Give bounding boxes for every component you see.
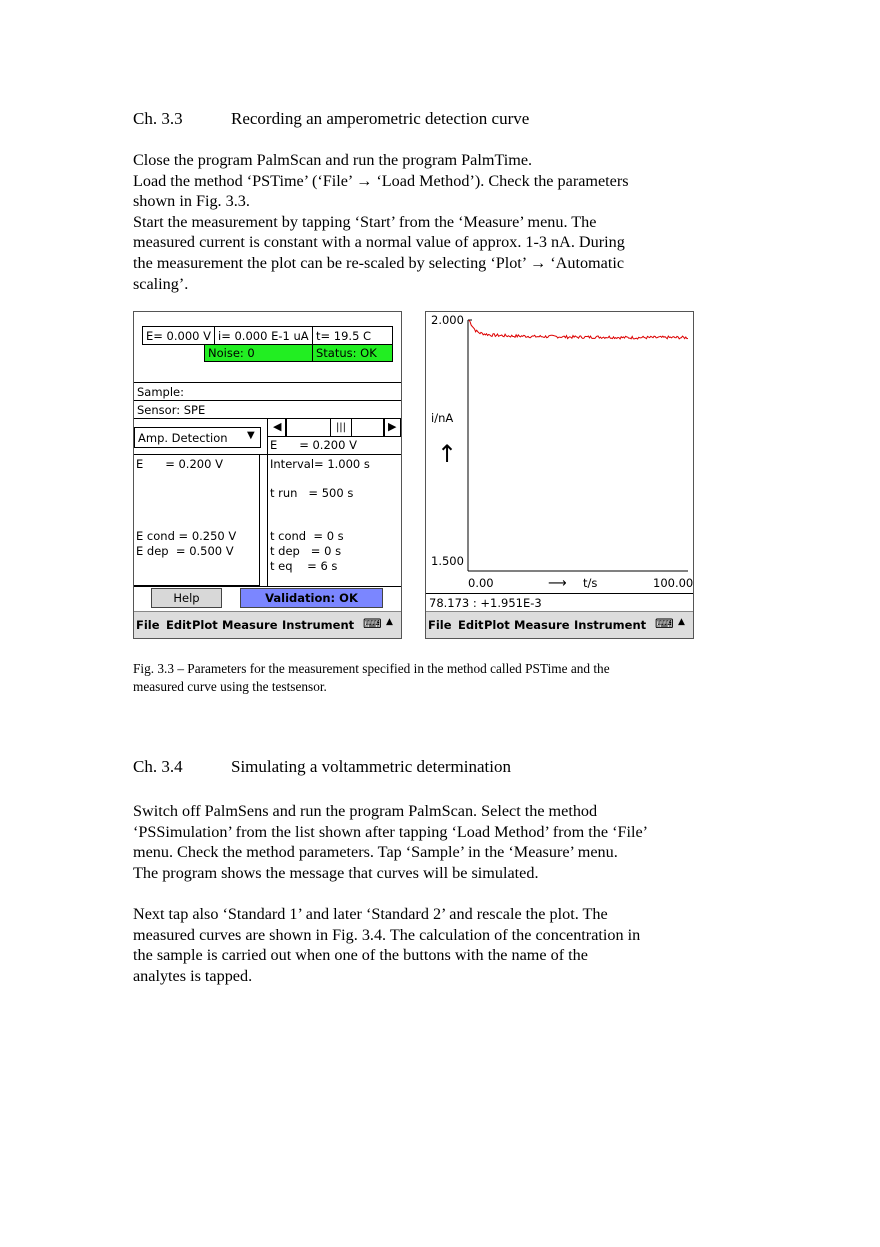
right-device-screen (425, 311, 694, 639)
divider (426, 593, 693, 594)
param-e-dep[interactable]: E dep = 0.500 V (136, 544, 234, 558)
divider (134, 382, 401, 383)
paragraph-line: shown in Fig. 3.3. (133, 192, 250, 211)
scroll-left-icon[interactable]: ◀ (273, 420, 282, 433)
divider (134, 400, 401, 401)
technique-value: Amp. Detection (138, 431, 228, 445)
up-arrow-icon: ↑ (437, 440, 458, 468)
status-value: Status: OK (316, 346, 377, 360)
status-ok (312, 344, 393, 362)
paragraph-line: ‘PSSimulation’ from the list shown after tapping ‘Load Method’ from the ‘File’ (133, 822, 649, 841)
param-e[interactable]: E = 0.200 V (136, 457, 223, 471)
menu-measure[interactable]: Measure (514, 618, 570, 632)
x-tick-label-left: 0.00 (468, 576, 494, 590)
parameter-scrollbar[interactable] (267, 418, 401, 437)
menu-file[interactable]: File (136, 618, 160, 632)
menu-edit[interactable]: Edit (166, 618, 192, 632)
status-i (214, 326, 313, 345)
x-axis-label: t/s (583, 576, 598, 590)
paragraph-line: menu. Check the method parameters. Tap ‘Sample’ in the ‘Measure’ menu. (133, 843, 618, 862)
noise-value: Noise: 0 (208, 346, 255, 360)
scroll-e-value: E = 0.200 V (270, 438, 357, 452)
menu-measure[interactable]: Measure (222, 618, 278, 632)
x-tick-label-right: 100.00 (653, 576, 693, 590)
section-3-3-paragraph (133, 150, 703, 294)
status-t (312, 326, 393, 345)
y-tick-label-bottom: 1.500 (431, 554, 464, 568)
param-t-cond[interactable]: t cond = 0 s (270, 529, 344, 543)
cursor-readout: 78.173 : +1.951E-3 (429, 596, 542, 610)
section-number: Ch. 3.4 (133, 757, 183, 776)
param-t-run[interactable]: t run = 500 s (270, 486, 354, 500)
section-title: Recording an amperometric detection curve (231, 109, 530, 128)
paragraph-line: Switch off PalmSens and run the program PalmScan. Select the method (133, 802, 598, 820)
left-menu-bar (134, 611, 401, 638)
paragraph-line: the sample is carried out when one of the buttons with the name of the (133, 946, 588, 965)
figure-caption (133, 660, 693, 696)
current-series-line (469, 320, 688, 339)
scroll-thumb[interactable]: ||| (330, 418, 352, 437)
left-parameter-box (134, 454, 260, 586)
chevron-up-icon[interactable]: ▲ (678, 617, 685, 627)
validation-button-label: Validation: OK (265, 591, 358, 605)
keyboard-icon[interactable]: ⌨ (363, 617, 382, 632)
status-t-value: t= 19.5 C (316, 329, 372, 343)
sensor-field[interactable]: Sensor: SPE (137, 403, 206, 417)
current-time-chart (426, 312, 693, 594)
param-t-eq[interactable]: t eq = 6 s (270, 559, 338, 573)
paragraph-line: measured current is constant with a normal value of approx. 1-3 nA. During (133, 233, 625, 252)
help-button[interactable] (151, 588, 222, 608)
paragraph-line: scaling’. (133, 274, 189, 293)
divider (267, 418, 268, 586)
help-button-label: Help (173, 591, 200, 605)
param-e-cond[interactable]: E cond = 0.250 V (136, 529, 237, 543)
y-tick-label-top: 2.000 (431, 313, 464, 327)
status-e-value: E= 0.000 V (146, 329, 212, 343)
right-menu-bar (426, 611, 693, 638)
validation-button[interactable] (240, 588, 383, 608)
caption-line: measured curve using the testsensor. (133, 679, 327, 694)
section-title: Simulating a voltammetric determination (231, 757, 511, 776)
divider (134, 586, 401, 587)
menu-edit[interactable]: Edit (458, 618, 484, 632)
paragraph-line: Close the program PalmScan and run the program PalmTime. (133, 151, 533, 169)
section-3-4-paragraph-2 (133, 904, 703, 986)
section-number: Ch. 3.3 (133, 109, 183, 128)
sample-field[interactable]: Sample: (137, 385, 184, 399)
left-device-screen (133, 311, 402, 639)
paragraph-line: Load the method ‘PSTime’ (‘File’ → ‘Load Method’). Check the parameters (133, 171, 629, 190)
right-arrow-icon: ⟶ (548, 576, 567, 591)
menu-plot[interactable]: Plot (484, 618, 510, 632)
caption-line: Fig. 3.3 – Parameters for the measurement specified in the method called PSTime and the (133, 661, 610, 676)
chevron-up-icon[interactable]: ▲ (386, 617, 393, 627)
y-axis-label: i/nA (431, 411, 454, 425)
paragraph-line: The program shows the message that curves will be simulated. (133, 863, 539, 882)
paragraph-line: the measurement the plot can be re-scaled by selecting ‘Plot’ → ‘Automatic (133, 253, 624, 272)
chevron-down-icon: ▼ (247, 430, 255, 441)
section-3-4-paragraph-1 (133, 801, 703, 883)
keyboard-icon[interactable]: ⌨ (655, 617, 674, 632)
status-e (142, 326, 215, 345)
menu-instrument[interactable]: Instrument (574, 618, 647, 632)
param-interval[interactable]: Interval= 1.000 s (270, 457, 370, 471)
menu-instrument[interactable]: Instrument (282, 618, 355, 632)
paragraph-line: analytes is tapped. (133, 966, 253, 985)
status-i-value: i= 0.000 E-1 uA (218, 329, 309, 343)
paragraph-line: measured curves are shown in Fig. 3.4. The calculation of the concentration in (133, 925, 641, 944)
paragraph-line: Next tap also ‘Standard 1’ and later ‘Standard 2’ and rescale the plot. The (133, 905, 608, 923)
status-noise (204, 344, 313, 362)
technique-select[interactable] (134, 427, 261, 448)
paragraph-line: Start the measurement by tapping ‘Start’ from the ‘Measure’ menu. The (133, 212, 597, 231)
menu-plot[interactable]: Plot (192, 618, 218, 632)
menu-file[interactable]: File (428, 618, 452, 632)
param-t-dep[interactable]: t dep = 0 s (270, 544, 342, 558)
scroll-right-icon[interactable]: ▶ (388, 420, 397, 433)
